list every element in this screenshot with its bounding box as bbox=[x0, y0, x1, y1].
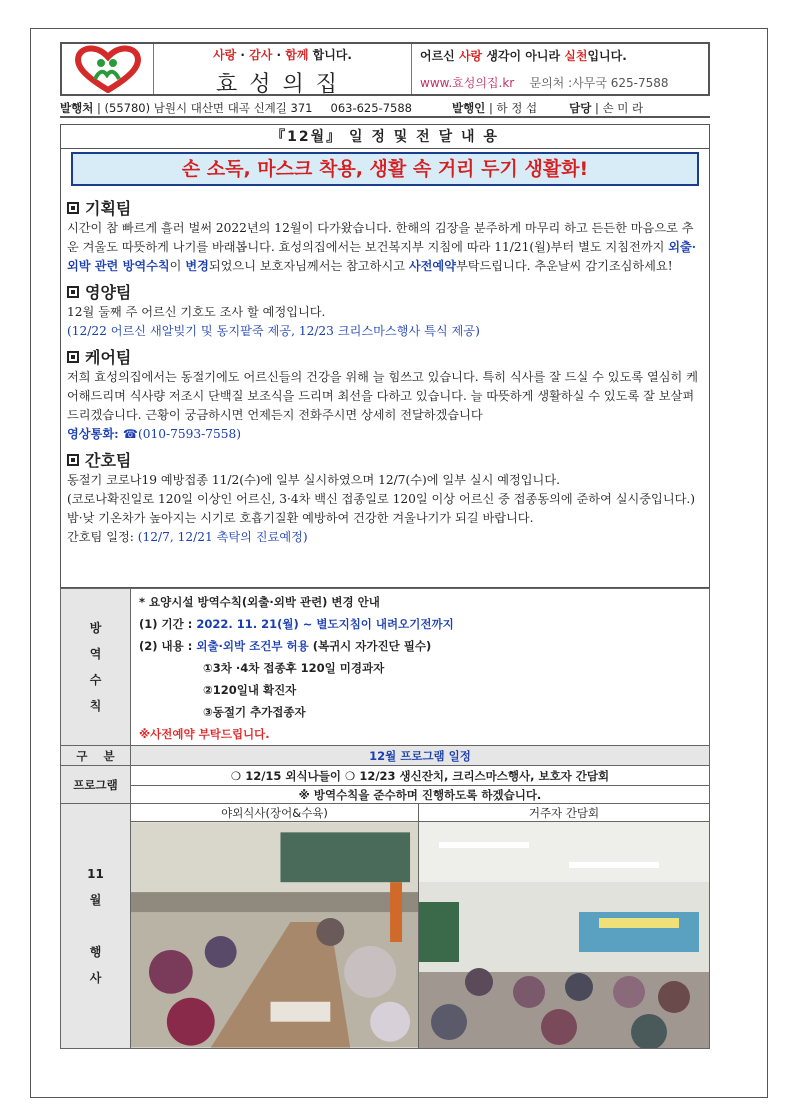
header-slogan bbox=[154, 46, 411, 63]
quarantine-label bbox=[61, 589, 131, 746]
video-call-phone[interactable]: ☎(010-7593-7558) bbox=[122, 427, 242, 441]
org-name: 효성의집 bbox=[215, 72, 349, 97]
video-call-label: 영상통화: bbox=[67, 427, 123, 441]
section-title: 영양팀 bbox=[85, 283, 132, 302]
vlabel-char: 행 bbox=[89, 945, 102, 959]
header-motto bbox=[420, 47, 700, 64]
content-box bbox=[60, 124, 710, 588]
highlight-text: 외출·외박 관련 방역수칙 bbox=[67, 240, 697, 273]
header-info bbox=[412, 44, 708, 94]
circle-bullet-icon: ❍ bbox=[344, 768, 356, 783]
newsletter-header bbox=[60, 42, 710, 96]
quarantine-content bbox=[131, 589, 710, 746]
issuer-name: 하 정 섭 bbox=[496, 101, 538, 115]
program-item: 12/15 외식나들이 bbox=[245, 768, 341, 783]
section-body: (코로나확진일로 120일 이상인 어르신, 3·4차 백신 접종일로 120일 이상 어르신 중 접종동의에 준하여 실시중입니다.) 밤·낮 기온차가 높아지는 시기로 호흡기질환 예방하여 건강한 겨울나기가 되길 바랍니다. bbox=[67, 492, 695, 525]
square-bullet-icon bbox=[67, 202, 79, 214]
section-body: 동절기 코로나19 예방접종 11/2(수)에 일부 실시하였으며 12/7(수)에 일부 실시 예정입니다. bbox=[67, 473, 560, 487]
publisher-phone: 063-625-7588 bbox=[330, 101, 412, 115]
column-label: 구 분 bbox=[61, 746, 131, 766]
quarantine-period bbox=[131, 613, 709, 635]
section-title: 기획팀 bbox=[85, 199, 132, 218]
contact-info: 문의처 :사무국 625-7588 bbox=[529, 76, 669, 90]
events-photo-row bbox=[61, 822, 710, 1049]
section-planning bbox=[61, 196, 709, 276]
circle-bullet-icon: ❍ bbox=[230, 768, 242, 783]
publisher-label: 발행처 bbox=[60, 101, 94, 115]
slogan-love: 사랑 bbox=[213, 48, 237, 62]
square-bullet-icon bbox=[67, 454, 79, 466]
vlabel-char: 칙 bbox=[89, 699, 102, 713]
vlabel-char: 11 bbox=[87, 867, 104, 881]
program-item: 12/23 생신잔치, 크리스마스행사, 보호자 간담회 bbox=[359, 768, 610, 783]
slogan-together: 함께 bbox=[285, 48, 309, 62]
section-body bbox=[67, 219, 703, 276]
section-body: 저희 효성의집에서는 동절기에도 어르신들의 건강을 위해 늘 힘쓰고 있습니다. 특히 식사를 잘 드실 수 있도록 열심히 케어해드리며 식사량 저조시 단백질 보조식을 드리며 최선을 다하고 있습니다. 늘 따뜻하게 생활하실 수 있도록 잘 보살펴 드리겠습니다. 근황이 궁금하시면 언제든지 전화주시면 상세히 전달하겠습니다 bbox=[67, 370, 698, 422]
main-headline: 손 소독, 마스크 착용, 생활 속 거리 두기 생활화! bbox=[71, 152, 699, 186]
photo-caption: 야외식사(장어&수육) bbox=[131, 804, 419, 822]
manager-name: 손 미 라 bbox=[602, 101, 644, 115]
body-text: 이 bbox=[169, 259, 186, 273]
condition-item: ①3차 ·4차 접종후 120일 미경과자 bbox=[203, 661, 385, 675]
vlabel-spacer bbox=[61, 913, 130, 939]
events-caption-row bbox=[61, 804, 710, 822]
square-bullet-icon bbox=[67, 286, 79, 298]
program-note-row bbox=[61, 786, 710, 804]
section-nursing bbox=[61, 448, 709, 547]
section-nutrition bbox=[61, 280, 709, 341]
program-schedule-header: 12월 프로그램 일정 bbox=[131, 746, 710, 766]
publisher-bar: 발행처 | (55780) 남원시 대산면 대곡 신계길 371 063-625-7588 발행인 | 하 정 섭 담당 | 손 미 라 bbox=[60, 100, 710, 118]
logo bbox=[62, 44, 154, 94]
body-text: 부탁드립니다. 추운날씨 감기조심하세요! bbox=[455, 259, 673, 273]
slogan-sep: · bbox=[236, 48, 250, 62]
program-label: 프로그램 bbox=[61, 766, 131, 804]
slogan-sep: · bbox=[272, 48, 286, 62]
header-site bbox=[420, 74, 700, 91]
program-row bbox=[61, 766, 710, 786]
heart-logo-icon bbox=[73, 45, 143, 93]
section-body-highlight: (12/22 어르신 새알빚기 및 동지팥죽 제공, 12/23 크리스마스행사 특식 제공) bbox=[67, 324, 480, 338]
schedule-value: (12/7, 12/21 촉탁의 진료예정) bbox=[137, 530, 308, 544]
vlabel-char: 수 bbox=[89, 673, 102, 687]
vlabel-char: 역 bbox=[89, 647, 102, 661]
photo-resident-meeting bbox=[419, 822, 710, 1049]
motto-text: 생각이 아니라 bbox=[482, 49, 565, 63]
quarantine-content-line bbox=[131, 635, 709, 657]
video-call-line bbox=[67, 425, 703, 444]
resident-meeting-photo bbox=[419, 822, 709, 1048]
motto-text: 입니다. bbox=[587, 49, 627, 63]
quarantine-heading: * 요양시설 방역수칙(외출·외박 관련) 변경 안내 bbox=[139, 595, 380, 609]
reservation-notice: ※사전예약 부탁드립니다. bbox=[139, 727, 270, 741]
period-label: (1) 기간 : bbox=[139, 617, 197, 631]
content-label: (2) 내용 : bbox=[139, 639, 197, 653]
body-text: 시간이 참 빠르게 흘러 벌써 2022년의 12월이 다가왔습니다. 한해의 김장을 분주하게 마무리 하고 든든한 마음으로 추운 겨울도 따뜻하게 나기를 바래봅니다. 효성의집에서는 보건복지부 지침에 따라 11/21(월)부터 별도 지침전까지 bbox=[67, 221, 694, 254]
highlight-text: 변경 bbox=[185, 259, 209, 273]
content-value: 외출·외박 조건부 허용 bbox=[196, 639, 309, 653]
condition-item: ②120일내 확진자 bbox=[203, 683, 297, 697]
section-care bbox=[61, 345, 709, 444]
highlight-text: 사전예약 bbox=[408, 259, 456, 273]
issuer-label: 발행인 bbox=[451, 101, 486, 115]
section-body: 12월 둘째 주 어르신 기호도 조사 할 예정입니다. bbox=[67, 305, 326, 319]
program-header-row bbox=[61, 746, 710, 766]
photo-outdoor-meal bbox=[131, 822, 419, 1049]
website-link[interactable]: www.효성의집.kr bbox=[420, 76, 515, 90]
schedule-label: 간호팀 일정: bbox=[67, 530, 138, 544]
vlabel-char: 방 bbox=[89, 621, 102, 635]
nursing-schedule bbox=[67, 528, 703, 547]
publisher-address: (55780) 남원시 대산면 대곡 신계길 371 bbox=[104, 101, 313, 115]
square-bullet-icon bbox=[67, 351, 79, 363]
slogan-tail: 합니다. bbox=[308, 48, 352, 62]
vlabel-char: 사 bbox=[89, 971, 102, 985]
photo-caption: 거주자 간담회 bbox=[419, 804, 710, 822]
manager-label: 담당 bbox=[569, 101, 592, 115]
section-title: 간호팀 bbox=[85, 451, 132, 470]
period-value: 2022. 11. 21(월) ~ 별도지침이 내려오기전까지 bbox=[196, 617, 454, 631]
events-label bbox=[61, 804, 131, 1049]
body-text: 되었으니 보호자님께서는 참고하시고 bbox=[208, 259, 409, 273]
program-note: ※ 방역수칙을 준수하며 진행하도록 하겠습니다. bbox=[131, 786, 710, 804]
slogan-thanks: 감사 bbox=[249, 48, 273, 62]
schedule-banner: 『12월』 일 정 및 전 달 내 용 bbox=[61, 125, 709, 149]
program-items bbox=[131, 766, 710, 786]
condition-item: ③동절기 추가접종자 bbox=[203, 705, 306, 719]
quarantine-row bbox=[61, 589, 710, 746]
vlabel-char: 월 bbox=[89, 893, 102, 907]
section-title: 케어팀 bbox=[85, 348, 132, 367]
motto-love: 사랑 bbox=[458, 49, 483, 63]
motto-practice: 실천 bbox=[564, 49, 588, 63]
outdoor-meal-photo bbox=[131, 822, 418, 1048]
info-table bbox=[60, 588, 710, 1049]
motto-text: 어르신 bbox=[420, 49, 459, 63]
header-title-block bbox=[154, 44, 412, 97]
content-note: (복귀시 자가진단 필수) bbox=[308, 639, 432, 653]
